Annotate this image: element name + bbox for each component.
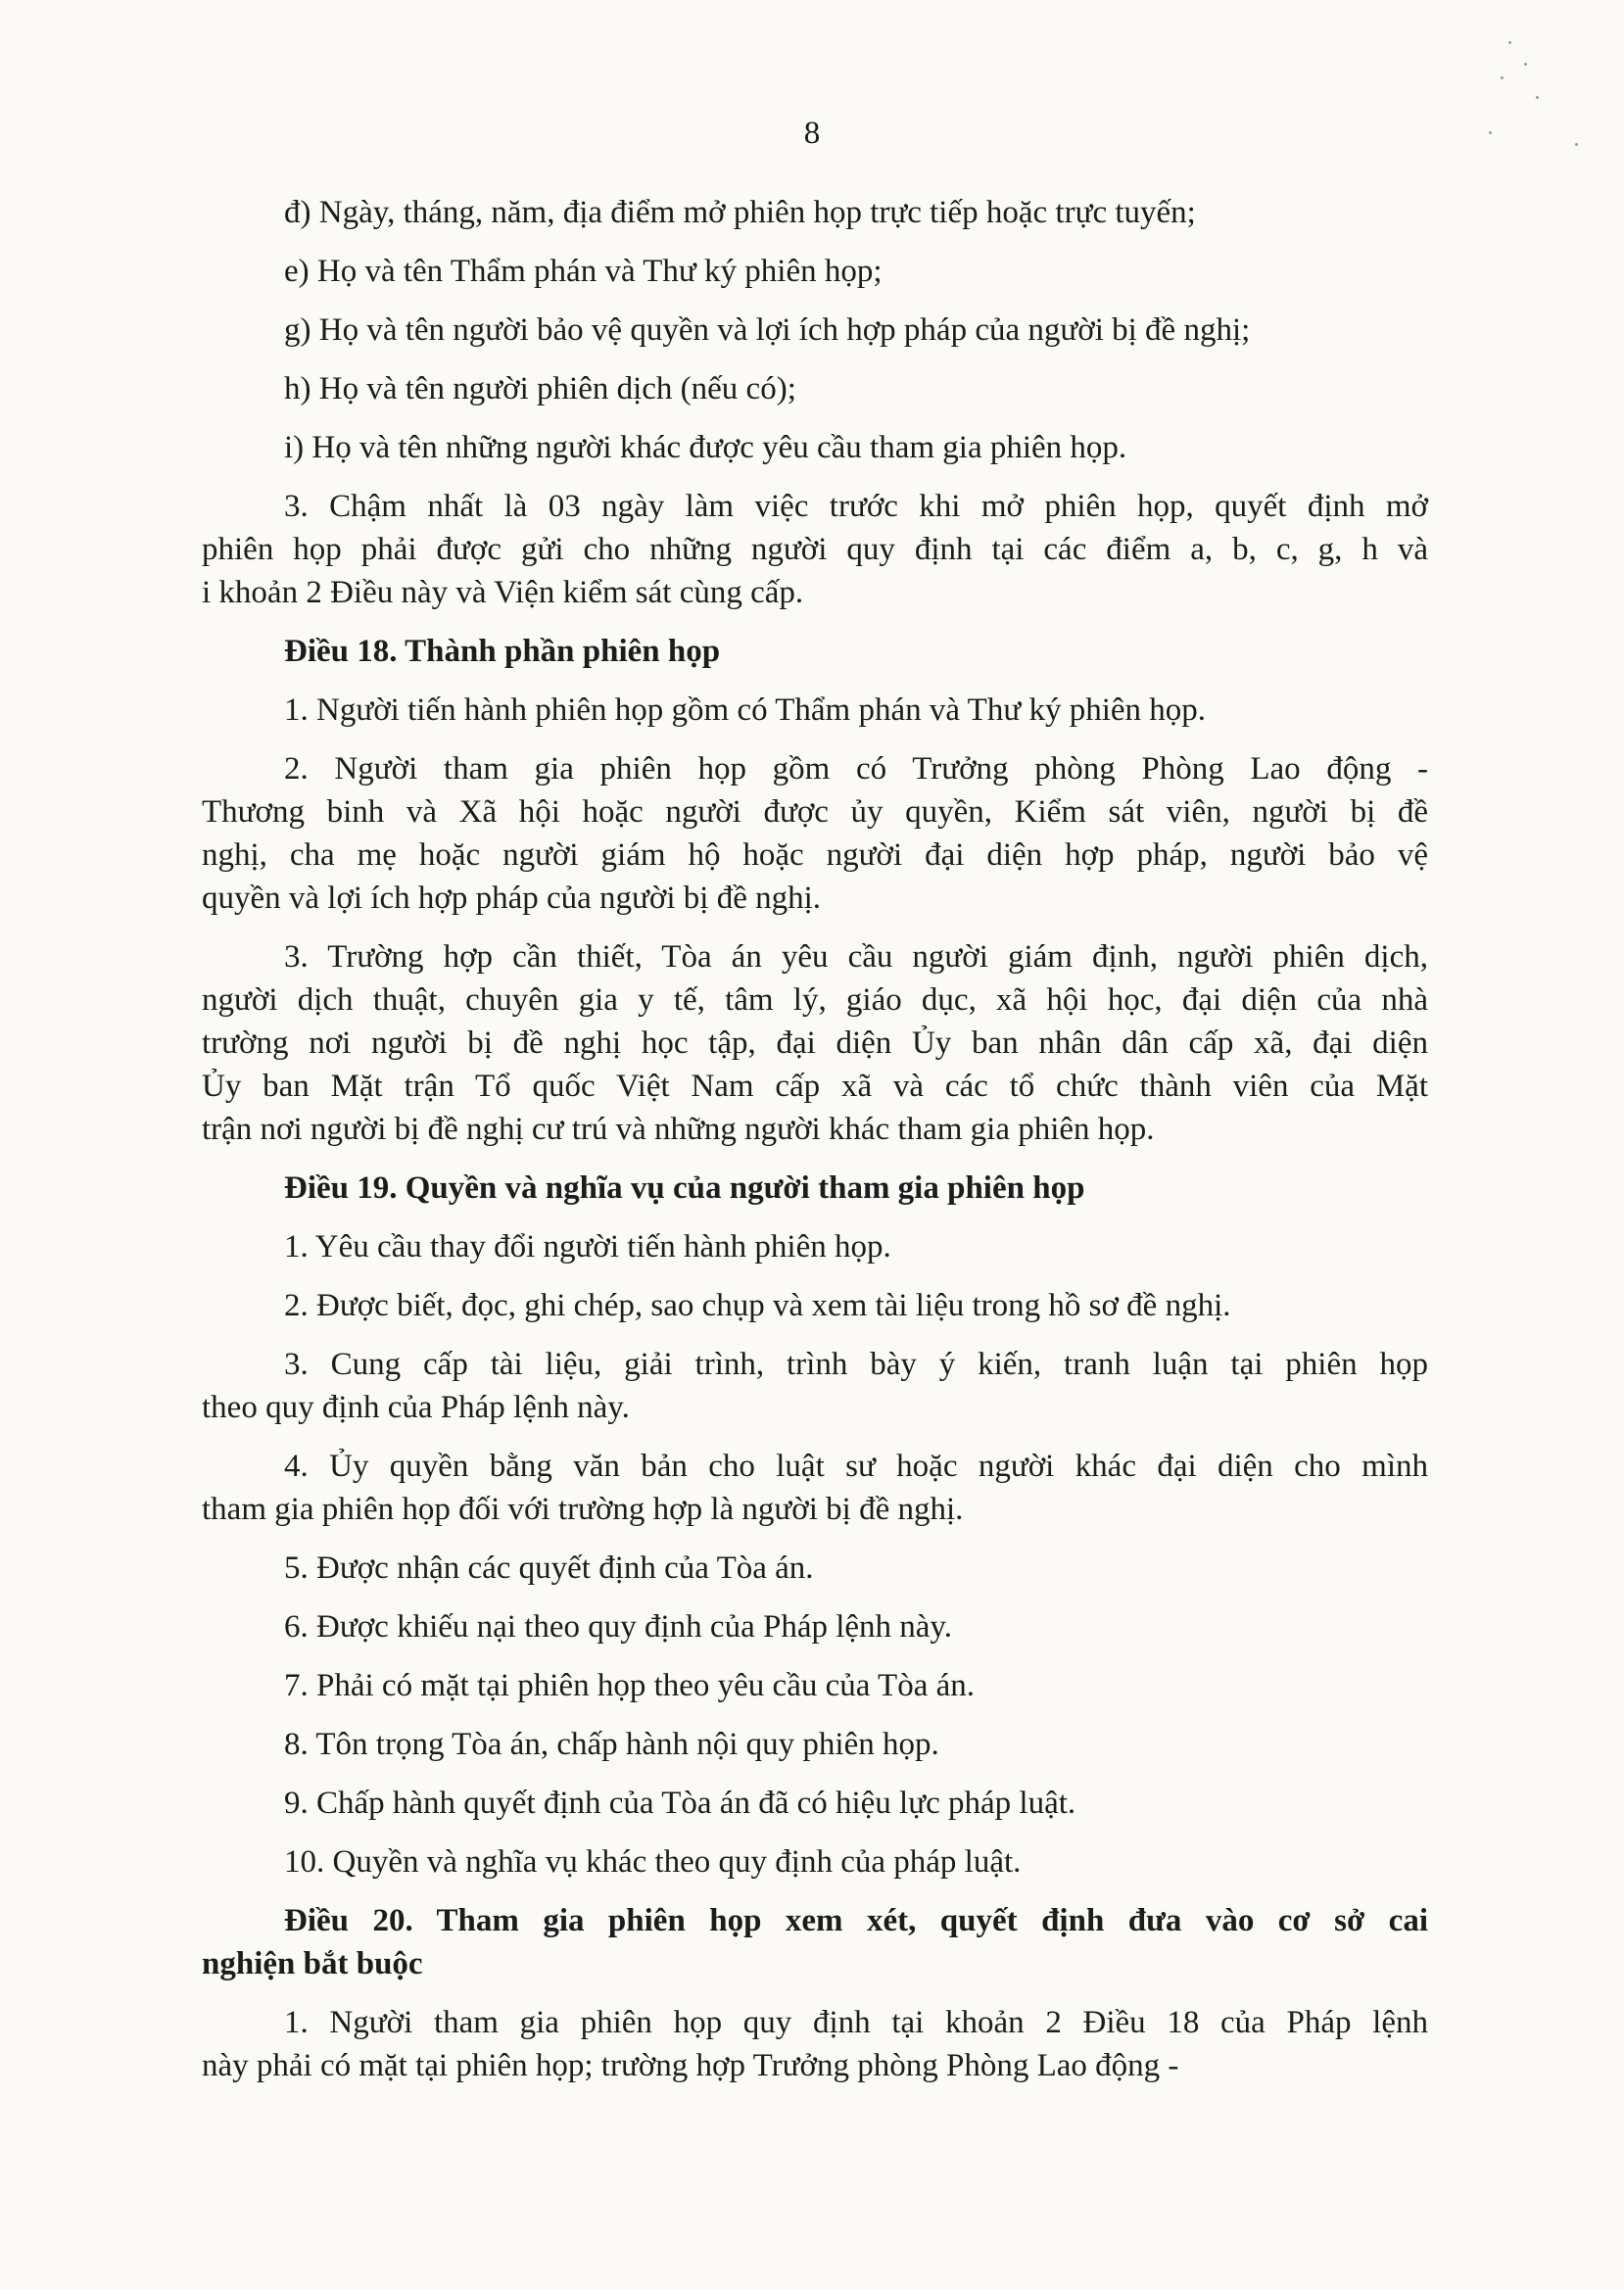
heading-line: Điều 19. Quyền và nghĩa vụ của người tham gia phiên họp <box>284 1170 1085 1206</box>
heading-line: Điều 18. Thành phần phiên họp <box>284 634 721 669</box>
heading-line: nghiện bắt buộc <box>202 1946 423 1981</box>
list-item <box>284 1605 1428 1648</box>
text-line: 10. Quyền và nghĩa vụ khác theo quy định của pháp luật. <box>284 1844 1022 1880</box>
text-line: Thương binh và Xã hội hoặc người được ủy quyền, Kiểm sát viên, người bị đề <box>202 794 1428 830</box>
text-line: 6. Được khiếu nại theo quy định của Pháp lệnh này. <box>284 1609 953 1645</box>
text-line: 5. Được nhận các quyết định của Tòa án. <box>284 1551 814 1586</box>
list-item <box>284 1723 1428 1766</box>
list-item <box>284 367 1428 410</box>
text-line: trường nơi người bị đề nghị học tập, đại diện Ủy ban nhân dân cấp xã, đại diện <box>202 1026 1428 1061</box>
text-line: g) Họ và tên người bảo vệ quyền và lợi ích hợp pháp của người bị đề nghị; <box>284 312 1251 348</box>
scan-speck <box>1524 63 1527 66</box>
paragraph <box>202 1343 1428 1429</box>
text-line: trận nơi người bị đề nghị cư trú và những người khác tham gia phiên họp. <box>202 1112 1155 1147</box>
paragraph <box>202 1445 1428 1531</box>
text-line: 9. Chấp hành quyết định của Tòa án đã có hiệu lực pháp luật. <box>284 1786 1076 1821</box>
list-item <box>284 689 1428 732</box>
list-item <box>284 1547 1428 1590</box>
text-line: 2. Được biết, đọc, ghi chép, sao chụp và xem tài liệu trong hồ sơ đề nghị. <box>284 1288 1231 1323</box>
list-item <box>284 250 1428 293</box>
text-line: 1. Yêu cầu thay đổi người tiến hành phiên họp. <box>284 1229 891 1264</box>
document-body <box>202 191 1428 2103</box>
text-line: đ) Ngày, tháng, năm, địa điểm mở phiên họp trực tiếp hoặc trực tuyến; <box>284 195 1196 230</box>
page-number: 8 <box>803 116 821 151</box>
scan-speck <box>1536 96 1539 99</box>
text-line: i) Họ và tên những người khác được yêu cầu tham gia phiên họp. <box>284 430 1127 465</box>
article-heading <box>284 630 1428 673</box>
list-item <box>284 426 1428 469</box>
list-item <box>284 1284 1428 1327</box>
text-line: này phải có mặt tại phiên họp; trường hợp Trưởng phòng Phòng Lao động - <box>202 2048 1179 2083</box>
text-line: 1. Người tiến hành phiên họp gồm có Thẩm phán và Thư ký phiên họp. <box>284 692 1207 728</box>
scan-speck <box>1501 76 1504 79</box>
text-line: tham gia phiên họp đối với trường hợp là người bị đề nghị. <box>202 1492 964 1527</box>
text-line: 3. Trường hợp cần thiết, Tòa án yêu cầu người giám định, người phiên dịch, <box>284 939 1428 975</box>
text-line: 2. Người tham gia phiên họp gồm có Trưởng phòng Phòng Lao động - <box>284 751 1428 787</box>
text-line: 3. Cung cấp tài liệu, giải trình, trình bày ý kiến, tranh luận tại phiên họp <box>284 1347 1428 1382</box>
paragraph <box>202 935 1428 1151</box>
list-item <box>284 309 1428 352</box>
text-line: e) Họ và tên Thẩm phán và Thư ký phiên họp; <box>284 254 883 289</box>
list-item <box>284 191 1428 234</box>
article-heading <box>284 1167 1428 1210</box>
text-line: nghị, cha mẹ hoặc người giám hộ hoặc người đại diện hợp pháp, người bảo vệ <box>202 837 1428 873</box>
list-item <box>284 1782 1428 1825</box>
text-line: theo quy định của Pháp lệnh này. <box>202 1390 630 1425</box>
text-line: i khoản 2 Điều này và Viện kiểm sát cùng cấp. <box>202 575 804 610</box>
list-item <box>284 1225 1428 1268</box>
scan-speck <box>1508 41 1511 44</box>
text-line: Ủy ban Mặt trận Tổ quốc Việt Nam cấp xã và các tổ chức thành viên của Mặt <box>202 1069 1428 1104</box>
text-line: 7. Phải có mặt tại phiên họp theo yêu cầu của Tòa án. <box>284 1668 976 1703</box>
text-line: 3. Chậm nhất là 03 ngày làm việc trước khi mở phiên họp, quyết định mở <box>284 489 1428 524</box>
text-line: 4. Ủy quyền bằng văn bản cho luật sư hoặc người khác đại diện cho mình <box>284 1449 1428 1484</box>
article-heading <box>202 1899 1428 1985</box>
list-item <box>284 1664 1428 1707</box>
list-item <box>284 1840 1428 1884</box>
paragraph <box>202 747 1428 920</box>
text-line: phiên họp phải được gửi cho những người quy định tại các điểm a, b, c, g, h và <box>202 532 1428 567</box>
paragraph <box>202 2001 1428 2087</box>
text-line: h) Họ và tên người phiên dịch (nếu có); <box>284 371 796 406</box>
heading-line: Điều 20. Tham gia phiên họp xem xét, quyết định đưa vào cơ sở cai <box>284 1903 1428 1938</box>
paragraph <box>202 485 1428 614</box>
text-line: 1. Người tham gia phiên họp quy định tại khoản 2 Điều 18 của Pháp lệnh <box>284 2005 1428 2040</box>
text-line: người dịch thuật, chuyên gia y tế, tâm lý, giáo dục, xã hội học, đại diện của nhà <box>202 982 1428 1018</box>
text-line: quyền và lợi ích hợp pháp của người bị đề nghị. <box>202 881 822 916</box>
text-line: 8. Tôn trọng Tòa án, chấp hành nội quy phiên họp. <box>284 1727 939 1762</box>
